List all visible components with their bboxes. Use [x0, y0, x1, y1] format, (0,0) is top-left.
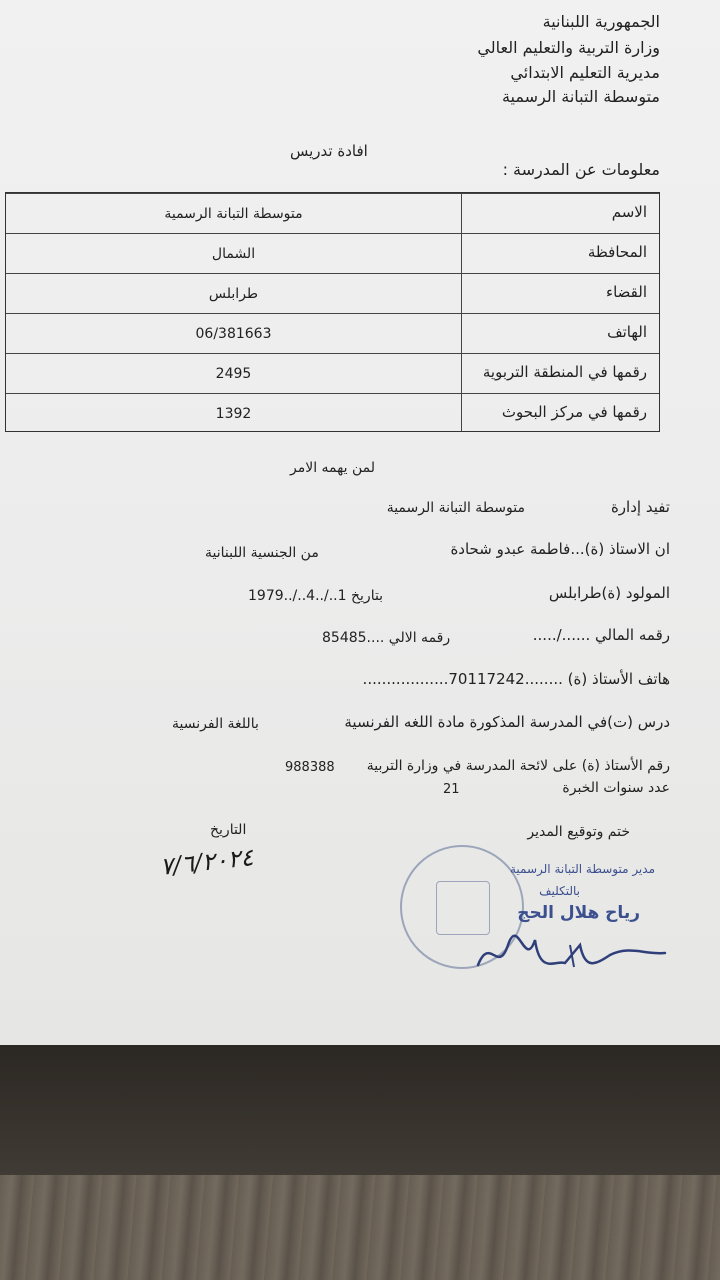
row-label: رقمها في مركز البحوث	[501, 403, 647, 421]
table-row	[6, 193, 659, 233]
row-value: 1392	[215, 406, 252, 422]
ministry-number-value: 988388	[285, 760, 335, 775]
row-label: الاسم	[611, 203, 647, 221]
director-title: مدير متوسطة التبانة الرسمية	[509, 862, 655, 876]
ministry-number-label: رقم الأستاذ (ة) على لائحة المدرسة في وزارة التربية	[366, 758, 670, 774]
row-value: 06/381663	[195, 326, 272, 342]
to-whom-it-may-concern: لمن يهمه الامر	[290, 460, 375, 476]
financial-number: رقمه المالي ....../.....	[532, 626, 670, 644]
teacher-phone: هاتف الأستاذ (ة) ........70117242..................	[362, 670, 670, 688]
director-name: رياح هلال الحج	[517, 903, 640, 923]
teaching-subject: درس (ت)في المدرسة المذكورة مادة اللغه الفرنسية	[344, 713, 670, 731]
experience-value: 21	[443, 782, 460, 797]
school-info-table	[5, 192, 660, 432]
handwritten-date: ٧/٦/٢٠٢٤	[158, 843, 255, 881]
teaching-language: باللغة الفرنسية	[172, 716, 259, 732]
date-label: التاريخ	[210, 822, 247, 838]
table-row	[6, 233, 659, 273]
school-info-heading: معلومات عن المدرسة :	[502, 160, 660, 179]
serial-number: رقمه الالي ....85485	[322, 630, 451, 646]
background-table-surface	[0, 1045, 720, 1175]
nationality: من الجنسية اللبنانية	[205, 545, 319, 561]
stamp-signature-label: ختم وتوقيع المدير	[527, 824, 630, 840]
row-label: رقمها في المنطقة التربوية	[482, 363, 647, 381]
table-row	[6, 353, 659, 393]
row-label: المحافظة	[587, 243, 647, 261]
admin-label: تفيد إدارة	[610, 498, 670, 516]
birth-place: المولود (ة)طرابلس	[548, 584, 670, 602]
background-floor	[0, 1175, 720, 1280]
table-row	[6, 313, 659, 353]
row-value: متوسطة التبانة الرسمية	[164, 206, 303, 222]
row-value: 2495	[215, 366, 252, 382]
table-row	[6, 273, 659, 313]
header-line-1: الجمهورية اللبنانية	[542, 12, 660, 31]
row-label: الهاتف	[607, 323, 647, 341]
header-line-3: مديرية التعليم الابتدائي	[510, 63, 660, 82]
header-line-4: متوسطة التبانة الرسمية	[501, 87, 660, 106]
director-signature	[470, 925, 670, 985]
row-value: الشمال	[211, 246, 256, 262]
experience-label: عدد سنوات الخبرة	[562, 780, 670, 796]
director-assignment: بالتكليف	[539, 884, 580, 898]
row-label: القضاء	[606, 283, 647, 301]
header-line-2: وزارة التربية والتعليم العالي	[477, 38, 660, 57]
table-row	[6, 393, 659, 433]
document-title: افادة تدريس	[290, 142, 368, 160]
admin-value: متوسطة التبانة الرسمية	[386, 500, 525, 516]
birth-date: بتاريخ 1../..4../..1979	[248, 588, 384, 604]
row-value: طرابلس	[208, 286, 259, 302]
teacher-name: ان الاستاذ (ة)...فاطمة عبدو شحادة	[450, 540, 670, 558]
